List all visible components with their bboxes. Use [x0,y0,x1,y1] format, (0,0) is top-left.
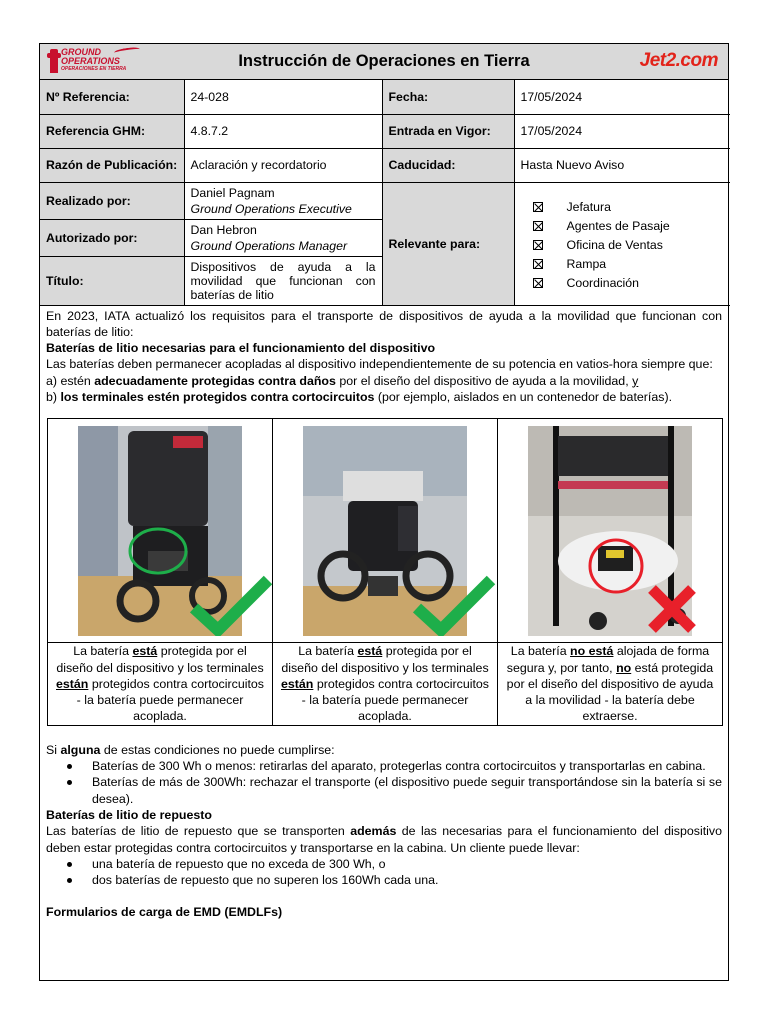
red-cross-icon [646,583,698,635]
razon-label: Razón de Publicación: [40,148,184,182]
ref-value: 24-028 [184,80,382,114]
relevante-list [521,197,725,292]
relevante-item: Jefatura [521,197,725,216]
conditions-paragraph: Las baterías deben permanecer acopladas al dispositivo independientemente de su potencia en vatios-hora siempre que: [46,357,713,372]
green-check-icon [411,574,497,636]
checked-box-icon [533,259,543,269]
jet2-logo: Jet2.com [639,50,718,71]
realizado-role: Ground Operations Executive [190,201,352,216]
checked-box-icon [533,202,543,212]
logo-line-1: GROUND [61,47,101,57]
relevante-label: Relevante para: [382,182,514,305]
title-bar [40,44,728,80]
vigor-label: Entrada en Vigor: [382,114,514,148]
autorizado-label: Autorizado por: [40,219,184,256]
titulo-label: Título: [40,256,184,305]
section-heading-forms: Formularios de carga de EMD (EMDLFs) [46,905,283,920]
section-heading-spare-batteries: Baterías de litio de repuesto [46,807,212,822]
spare-paragraph: Las baterías de litio de repuesto que se transporten además de las necesarias para el funcionamiento del dispositivo deben estar protegidas contra cortocircuitos y transportarse en la cabina. Un cliente puede llevar: [46,824,722,855]
example-photo-cell-1 [48,419,273,643]
ref-label: Nº Referencia: [40,80,184,114]
checked-box-icon [533,278,543,288]
relevante-item: Oficina de Ventas [521,235,725,254]
list-item: una batería de repuesto que no exceda de 300 Wh, o [46,856,722,872]
example-photo-cell-2 [273,419,498,643]
example-caption-3: La batería no está alojada de forma segura y, por tanto, no está protegida por el diseño del dispositivo de ayuda a la movilidad - la batería debe extraerse. [498,643,723,725]
document-title: Instrucción de Operaciones en Tierra [238,52,530,70]
caducidad-label: Caducidad: [382,148,514,182]
condition-a: a) estén adecuadamente protegidas contra daños por el diseño del dispositivo de ayuda a la movilidad, y [46,373,639,388]
intro-paragraph: En 2023, IATA actualizó los requisitos para el transporte de dispositivos de ayuda a la movilidad que funcionan con baterías de litio: [46,308,722,339]
examples-table [47,418,723,725]
green-check-icon [188,574,274,636]
example-caption-1: La batería está protegida por el diseño del dispositivo y los terminales están protegidos contra cortocircuitos - la batería puede permanecer acoplada. [48,643,273,725]
titulo-value: Dispositivos de ayuda a la movilidad que funcionan con baterías de litio [184,256,382,305]
fecha-label: Fecha: [382,80,514,114]
list-item: Baterías de más de 300Wh: rechazar el transporte (el dispositivo puede seguir transportándose sin la batería si se desea). [46,774,722,807]
list-item: Baterías de 300 Wh o menos: retirarlas del aparato, protegerlas contra cortocircuitos y transportarlas en cabina. [46,758,722,774]
example-photo-cell-3 [498,419,723,643]
relevante-item: Rampa [521,254,725,273]
checked-box-icon [533,240,543,250]
example-caption-2: La batería está protegida por el diseño del dispositivo y los terminales están protegidos contra cortocircuitos - la batería puede permanecer acoplada. [273,643,498,725]
checked-box-icon [533,221,543,231]
relevante-list-cell [514,182,730,305]
realizado-label: Realizado por: [40,182,184,219]
relevante-item: Agentes de Pasaje [521,216,725,235]
razon-value: Aclaración y recordatorio [184,148,382,182]
document-body [40,306,728,921]
metadata-table [40,80,730,306]
conditions-intro: Si alguna de estas condiciones no puede cumplirse: [46,742,335,757]
section-heading-required-batteries: Baterías de litio necesarias para el funcionamiento del dispositivo [46,341,436,356]
vigor-value: 17/05/2024 [514,114,730,148]
list-item: dos baterías de repuesto que no superen los 160Wh cada una. [46,872,722,888]
realizado-value [184,182,382,219]
ghm-label: Referencia GHM: [40,114,184,148]
condition-b: b) los terminales estén protegidos contra cortocircuitos (por ejemplo, aislados en un contenedor de baterías). [46,389,673,404]
fecha-value: 17/05/2024 [514,80,730,114]
logo-line-2: OPERATIONS [61,56,120,66]
realizado-name: Daniel Pagnam [190,185,275,200]
conditions-list [46,758,722,807]
logo-line-3: OPERACIONES EN TIERRA [61,66,127,72]
spare-list [46,856,722,889]
caducidad-value: Hasta Nuevo Aviso [514,148,730,182]
autorizado-role: Ground Operations Manager [190,238,348,253]
ghm-value: 4.8.7.2 [184,114,382,148]
relevante-item: Coordinación [521,273,725,292]
autorizado-value [184,219,382,256]
autorizado-name: Dan Hebron [190,222,257,237]
operations-instruction-document [39,43,729,981]
